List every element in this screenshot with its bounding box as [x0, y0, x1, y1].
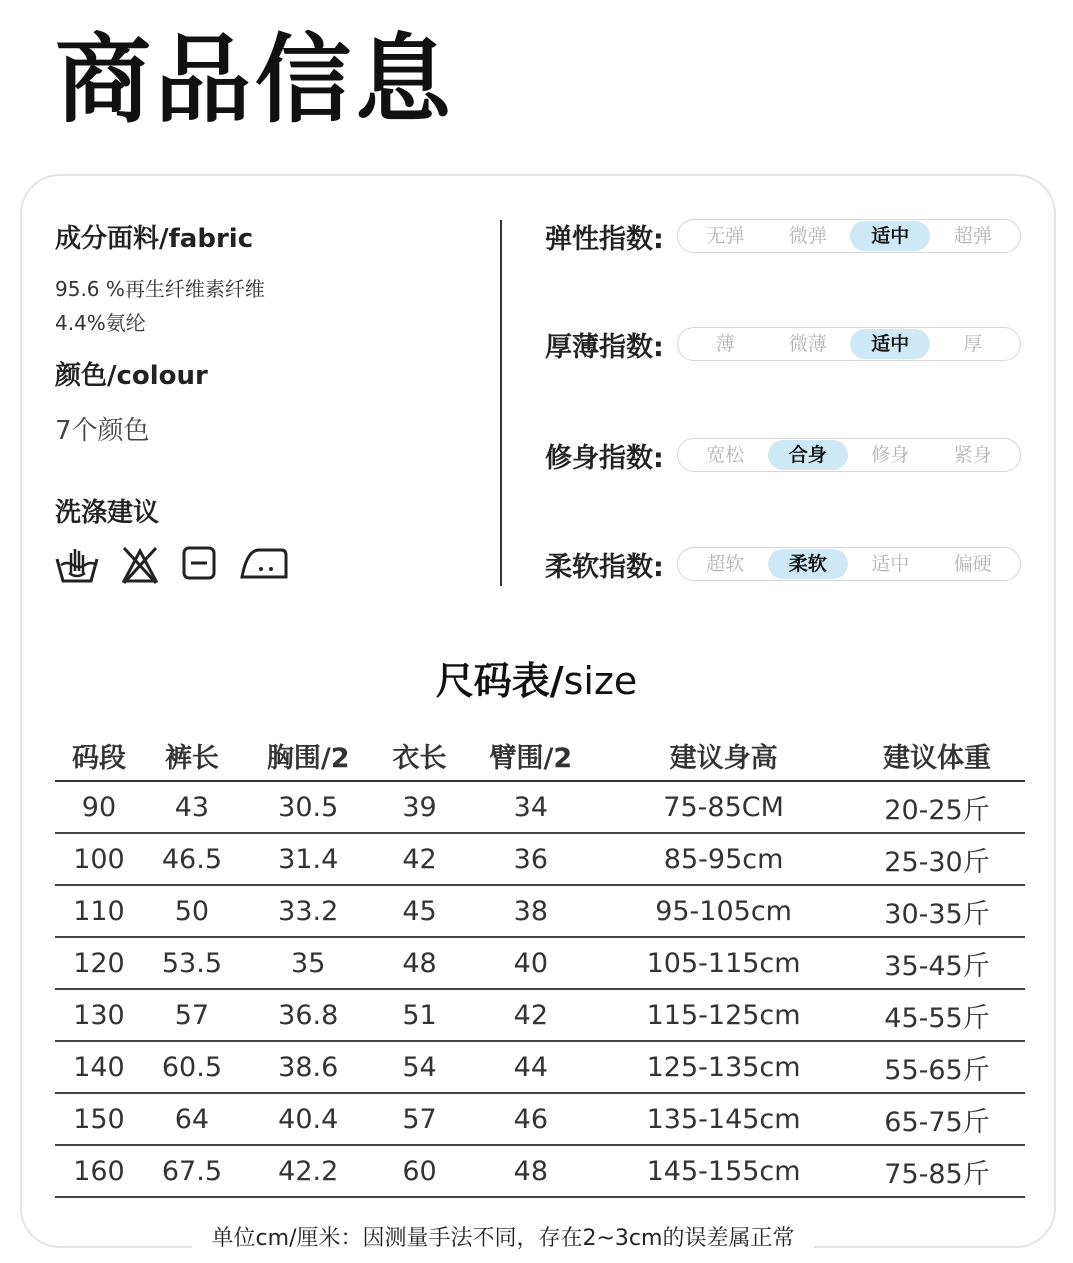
table-cell: 54 — [376, 1041, 464, 1093]
index-row — [545, 326, 1021, 362]
table-cell: 46 — [464, 1093, 599, 1145]
table-cell: 100 — [55, 833, 143, 885]
table-cell: 42.2 — [241, 1145, 376, 1197]
colour-title: 颜色/colour — [55, 361, 208, 391]
table-cell: 120 — [55, 937, 143, 989]
table-cell: 30.5 — [241, 781, 376, 833]
colour-value: 7个颜色 — [55, 416, 150, 446]
table-cell: 30-35斤 — [849, 885, 1025, 937]
index-option: 适中 — [871, 553, 910, 575]
table-cell: 64 — [143, 1093, 241, 1145]
table-header-cell: 裤长 — [143, 730, 241, 781]
index-label: 修身指数: — [545, 442, 664, 474]
table-row — [55, 833, 1025, 885]
table-cell: 46.5 — [143, 833, 241, 885]
index-option: 偏硬 — [953, 553, 992, 575]
table-cell: 150 — [55, 1093, 143, 1145]
table-cell: 35-45斤 — [849, 937, 1025, 989]
table-cell: 35 — [241, 937, 376, 989]
hand-wash-icon — [55, 545, 99, 585]
table-cell: 95-105cm — [598, 885, 849, 937]
table-header-cell: 衣长 — [376, 730, 464, 781]
table-cell: 75-85CM — [598, 781, 849, 833]
fabric-title: 成分面料/fabric — [55, 224, 254, 254]
index-option-selected: 合身 — [768, 440, 848, 470]
table-cell: 145-155cm — [598, 1145, 849, 1197]
care-icons — [55, 545, 289, 585]
table-cell: 57 — [143, 989, 241, 1041]
index-scale — [677, 219, 1021, 253]
column-divider — [500, 220, 502, 586]
table-cell: 65-75斤 — [849, 1093, 1025, 1145]
table-header-cell: 胸围/2 — [241, 730, 376, 781]
table-cell: 40.4 — [241, 1093, 376, 1145]
table-cell: 90 — [55, 781, 143, 833]
table-row — [55, 1145, 1025, 1197]
index-label: 柔软指数: — [545, 551, 664, 583]
table-cell: 67.5 — [143, 1145, 241, 1197]
index-row — [545, 437, 1021, 473]
index-option: 宽松 — [706, 444, 745, 466]
table-cell: 48 — [464, 1145, 599, 1197]
iron-icon — [239, 545, 289, 581]
table-cell: 38.6 — [241, 1041, 376, 1093]
table-cell: 45 — [376, 885, 464, 937]
table-row — [55, 1093, 1025, 1145]
index-option-selected: 适中 — [850, 221, 930, 251]
index-option-selected: 适中 — [850, 329, 930, 359]
table-cell: 39 — [376, 781, 464, 833]
index-option: 修身 — [871, 444, 910, 466]
table-cell: 45-55斤 — [849, 989, 1025, 1041]
table-cell: 48 — [376, 937, 464, 989]
table-cell: 43 — [143, 781, 241, 833]
table-cell: 115-125cm — [598, 989, 849, 1041]
footnote: 单位cm/厘米：因测量手法不同，存在2~3cm的误差属正常 — [0, 1221, 1006, 1252]
table-header-cell: 建议身高 — [598, 730, 849, 781]
dry-flat-icon — [181, 545, 217, 581]
table-cell: 60.5 — [143, 1041, 241, 1093]
table-cell: 60 — [376, 1145, 464, 1197]
table-cell: 130 — [55, 989, 143, 1041]
table-header-cell: 码段 — [55, 730, 143, 781]
table-cell: 160 — [55, 1145, 143, 1197]
index-option: 微薄 — [788, 333, 827, 355]
table-cell: 25-30斤 — [849, 833, 1025, 885]
table-cell: 85-95cm — [598, 833, 849, 885]
table-cell: 34 — [464, 781, 599, 833]
table-cell: 42 — [376, 833, 464, 885]
index-label: 厚薄指数: — [545, 331, 664, 363]
table-cell: 51 — [376, 989, 464, 1041]
page-title: 商品信息 — [55, 24, 455, 136]
index-option-selected: 柔软 — [768, 549, 848, 579]
index-scale — [677, 327, 1021, 361]
index-option: 厚 — [963, 333, 983, 355]
table-cell: 135-145cm — [598, 1093, 849, 1145]
table-cell: 53.5 — [143, 937, 241, 989]
table-cell: 20-25斤 — [849, 781, 1025, 833]
table-cell: 44 — [464, 1041, 599, 1093]
table-cell: 55-65斤 — [849, 1041, 1025, 1093]
table-cell: 75-85斤 — [849, 1145, 1025, 1197]
table-cell: 40 — [464, 937, 599, 989]
index-option: 紧身 — [953, 444, 992, 466]
index-option: 薄 — [715, 333, 735, 355]
table-row — [55, 989, 1025, 1041]
table-cell: 38 — [464, 885, 599, 937]
index-option: 超软 — [706, 553, 745, 575]
no-bleach-icon — [121, 545, 159, 585]
index-label: 弹性指数: — [545, 223, 664, 255]
table-cell: 125-135cm — [598, 1041, 849, 1093]
table-header-cell: 建议体重 — [849, 730, 1025, 781]
table-row — [55, 885, 1025, 937]
table-cell: 33.2 — [241, 885, 376, 937]
table-cell: 36 — [464, 833, 599, 885]
table-cell: 42 — [464, 989, 599, 1041]
table-row — [55, 781, 1025, 833]
table-cell: 140 — [55, 1041, 143, 1093]
index-scale — [677, 547, 1021, 581]
table-row — [55, 1041, 1025, 1093]
wash-title: 洗涤建议 — [55, 498, 160, 528]
index-row — [545, 546, 1021, 582]
size-chart-title: 尺码表/size — [435, 659, 638, 703]
index-row — [545, 218, 1021, 254]
fabric-line-2: 4.4%氨纶 — [55, 311, 146, 335]
index-scale — [677, 438, 1021, 472]
size-table — [55, 730, 1025, 1198]
table-row — [55, 937, 1025, 989]
index-option: 无弹 — [706, 225, 745, 247]
table-cell: 31.4 — [241, 833, 376, 885]
table-cell: 105-115cm — [598, 937, 849, 989]
table-header-cell: 臂围/2 — [464, 730, 599, 781]
index-option: 超弹 — [953, 225, 992, 247]
table-cell: 110 — [55, 885, 143, 937]
index-option: 微弹 — [788, 225, 827, 247]
table-cell: 50 — [143, 885, 241, 937]
fabric-line-1: 95.6 %再生纤维素纤维 — [55, 277, 265, 301]
table-cell: 57 — [376, 1093, 464, 1145]
table-cell: 36.8 — [241, 989, 376, 1041]
